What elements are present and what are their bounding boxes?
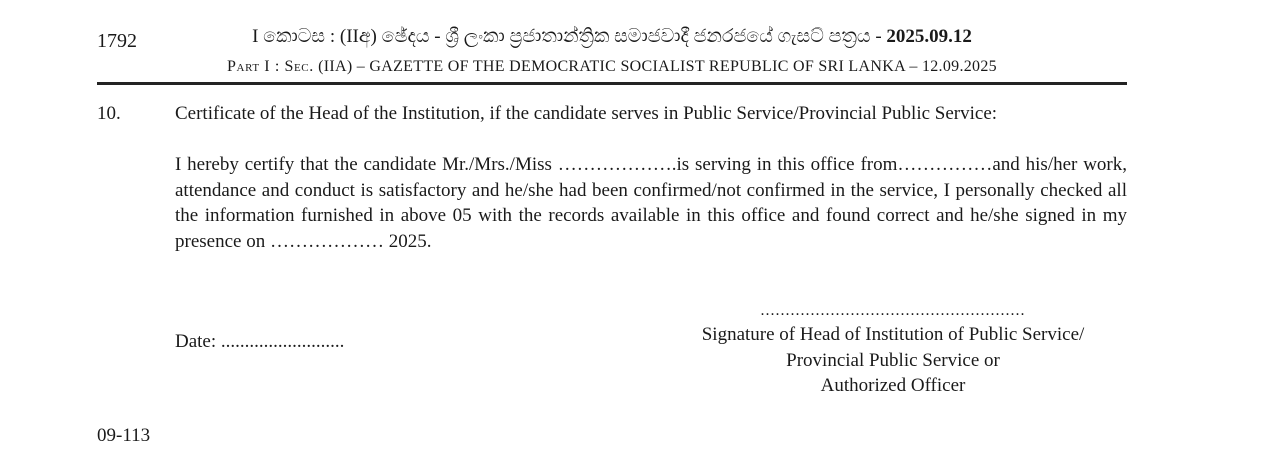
signature-caption-line-1: Signature of Head of Institution of Public Service/ xyxy=(701,324,1085,345)
header-english-line xyxy=(97,58,1127,76)
signature-caption-line-3: Authorized Officer xyxy=(820,375,966,396)
section-heading: Certificate of the Head of the Institution, if the candidate serves in Public Service/Provincial Public Service: xyxy=(175,103,998,124)
section-item-number: 10. xyxy=(97,103,121,124)
signature-caption-line-2: Provincial Public Service or xyxy=(786,349,1000,371)
header-sinhala-line xyxy=(97,26,1127,48)
header-divider-rule xyxy=(97,82,1127,85)
header-sinhala-title: I කොටස : (IIඅ) ඡේදය - ශ්‍රී ලංකා ප්‍රජාතාන්ත්‍රික සමාජවාදී ජනරජයේ ගැසට් පත්‍රය - xyxy=(252,26,887,47)
certificate-body-paragraph: I hereby certify that the candidate Mr./Mrs./Miss ……………….is serving in this office from……………and his/her work, attendance and conduct is satisfactory and he/she had been confirmed/not confirmed in the service, I personally checked all the information furnished in above 05 with the records available in this office and found correct and he/she signed in my presence on ……………… 2025. xyxy=(175,154,1127,252)
header-sinhala-date: 2025.09.12 xyxy=(886,26,972,47)
signature-dotted-line: ..................................................... xyxy=(760,302,1026,319)
signature-block xyxy=(633,300,1153,399)
header-english-gazette-title: (IIA) – GAZETTE OF THE DEMOCRATIC SOCIALIST REPUBLIC OF SRI LANKA – 12.09.2025 xyxy=(313,58,997,75)
page-number: 1792 xyxy=(97,30,137,52)
date-fill-in-line: Date: .......................... xyxy=(175,331,345,352)
gazette-reference-code: 09-113 xyxy=(97,425,151,446)
header-english-part-sec: Part I : Sec. xyxy=(227,58,314,75)
